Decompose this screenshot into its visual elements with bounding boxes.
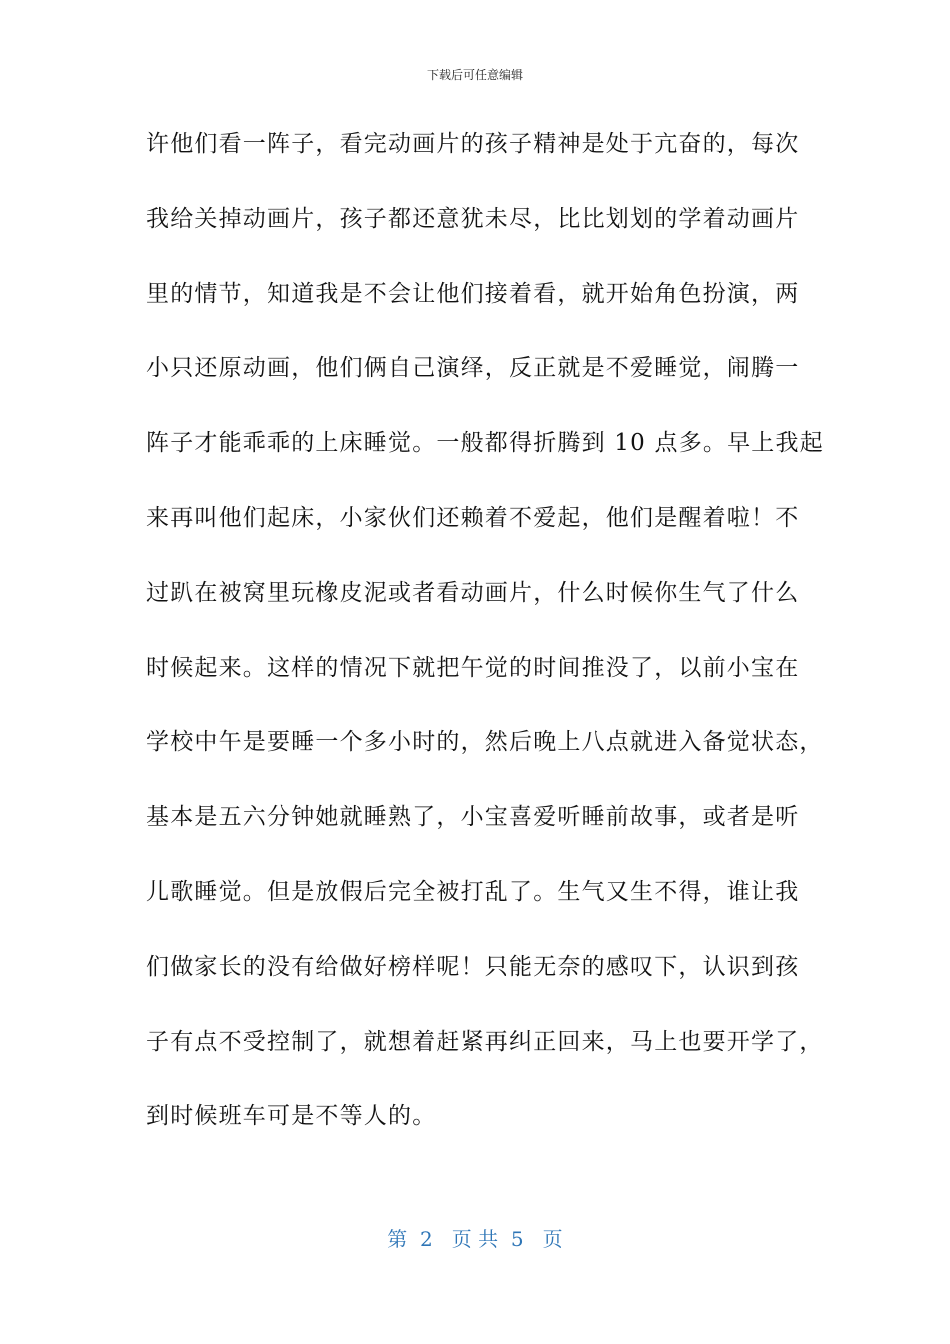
text-line: 小只还原动画，他们俩自己演绎，反正就是不爱睡觉，闹腾一	[146, 355, 800, 382]
text-line: 到时候班车可是不等人的。	[146, 1103, 437, 1130]
text-line: 们做家长的没有给做好榜样呢！只能无奈的感叹下，认识到孩	[146, 953, 800, 980]
text-line: 我给关掉动画片，孩子都还意犹未尽，比比划划的学着动画片	[146, 205, 800, 232]
text-line: 学校中午是要睡一个多小时的，然后晚上八点就进入备觉状态，	[146, 729, 824, 756]
text-line: 来再叫他们起床，小家伙们还赖着不爱起，他们是醒着啦！不	[146, 504, 800, 531]
text-line: 许他们看一阵子，看完动画片的孩子精神是处于亢奋的，每次	[146, 131, 800, 157]
text-line: 儿歌睡觉。但是放假后完全被打乱了。生气又生不得，谁让我	[146, 878, 800, 905]
text-line: 子有点不受控制了，就想着赶紧再纠正回来，马上也要开学了，	[146, 1028, 824, 1055]
text-line: 过趴在被窝里玩橡皮泥或者看动画片，什么时候你生气了什么	[146, 579, 800, 606]
body-paragraph	[146, 124, 824, 1171]
text-line: 里的情节，知道我是不会让他们接着看，就开始角色扮演，两	[146, 280, 800, 307]
text-line: 基本是五六分钟她就睡熟了，小宝喜爱听睡前故事，或者是听	[146, 804, 800, 831]
page-header: 下载后可任意编辑	[426, 68, 523, 82]
text-line: 阵子才能乖乖的上床睡觉。一般都得折腾到 10 点多。早上我起	[146, 430, 824, 457]
text-line: 时候起来。这样的情况下就把午觉的时间推没了，以前小宝在	[146, 654, 800, 681]
page-number-footer: 第 2 页 共 5 页	[387, 1227, 563, 1251]
